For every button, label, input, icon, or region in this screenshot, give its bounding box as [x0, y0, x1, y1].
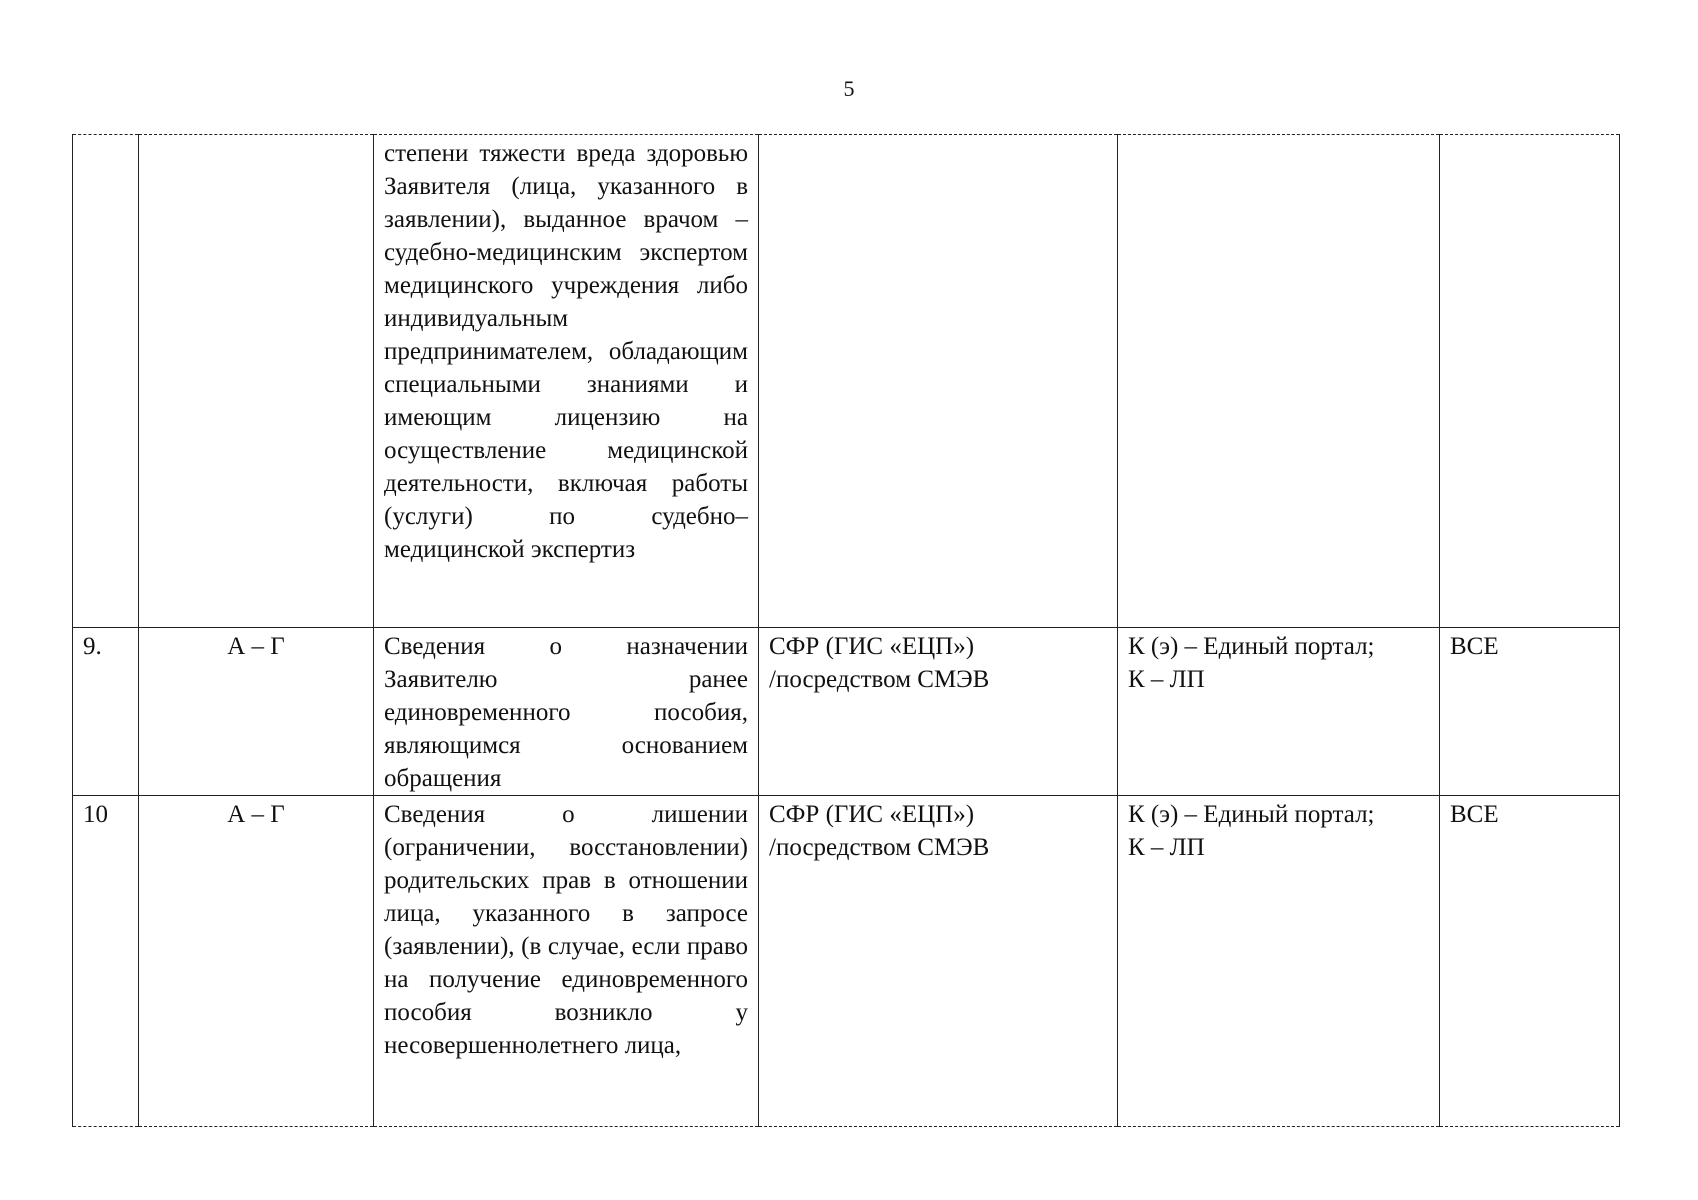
cell-scope: ВСЕ	[1440, 796, 1620, 1127]
table-row-continuation	[73, 135, 1620, 628]
cell-description: Сведения о назначении Заявителю ранее единовременного пособия, являющимся основанием обращения	[374, 628, 759, 796]
cell-category	[139, 135, 374, 628]
cell-description: степени тяжести вреда здоровью Заявителя (лица, указанного в заявлении), выданное врачом – судебно-медицинским экспертом медицинского учреждения либо индивидуальным предпринимателем, обладающим специальными знаниями и имеющим лицензию на осуществление медицинской деятельности, включая работы (услуги) по судебно–медицинской экспертиз	[374, 135, 759, 628]
cell-num: 9.	[73, 628, 139, 796]
cell-num	[73, 135, 139, 628]
cell-channel: К (э) – Единый портал; К – ЛП	[1118, 628, 1440, 796]
cell-channel: К (э) – Единый портал; К – ЛП	[1118, 796, 1440, 1127]
documents-table	[72, 134, 1620, 1127]
table-row	[73, 628, 1620, 796]
cell-source	[759, 135, 1118, 628]
table-row	[73, 796, 1620, 1127]
cell-category: А – Г	[139, 628, 374, 796]
cell-description: Сведения о лишении (ограничении, восстановлении) родительских прав в отношении лица, указанного в запросе (заявлении), (в случае, если право на получение единовременного пособия возникло у несовершеннолетнего лица,	[374, 796, 759, 1127]
cell-num: 10	[73, 796, 139, 1127]
cell-scope: ВСЕ	[1440, 628, 1620, 796]
cell-channel	[1118, 135, 1440, 628]
cell-category: А – Г	[139, 796, 374, 1127]
cell-source: СФР (ГИС «ЕЦП») /посредством СМЭВ	[759, 628, 1118, 796]
page-number: 5	[843, 76, 855, 101]
cell-scope	[1440, 135, 1620, 628]
cell-source: СФР (ГИС «ЕЦП») /посредством СМЭВ	[759, 796, 1118, 1127]
